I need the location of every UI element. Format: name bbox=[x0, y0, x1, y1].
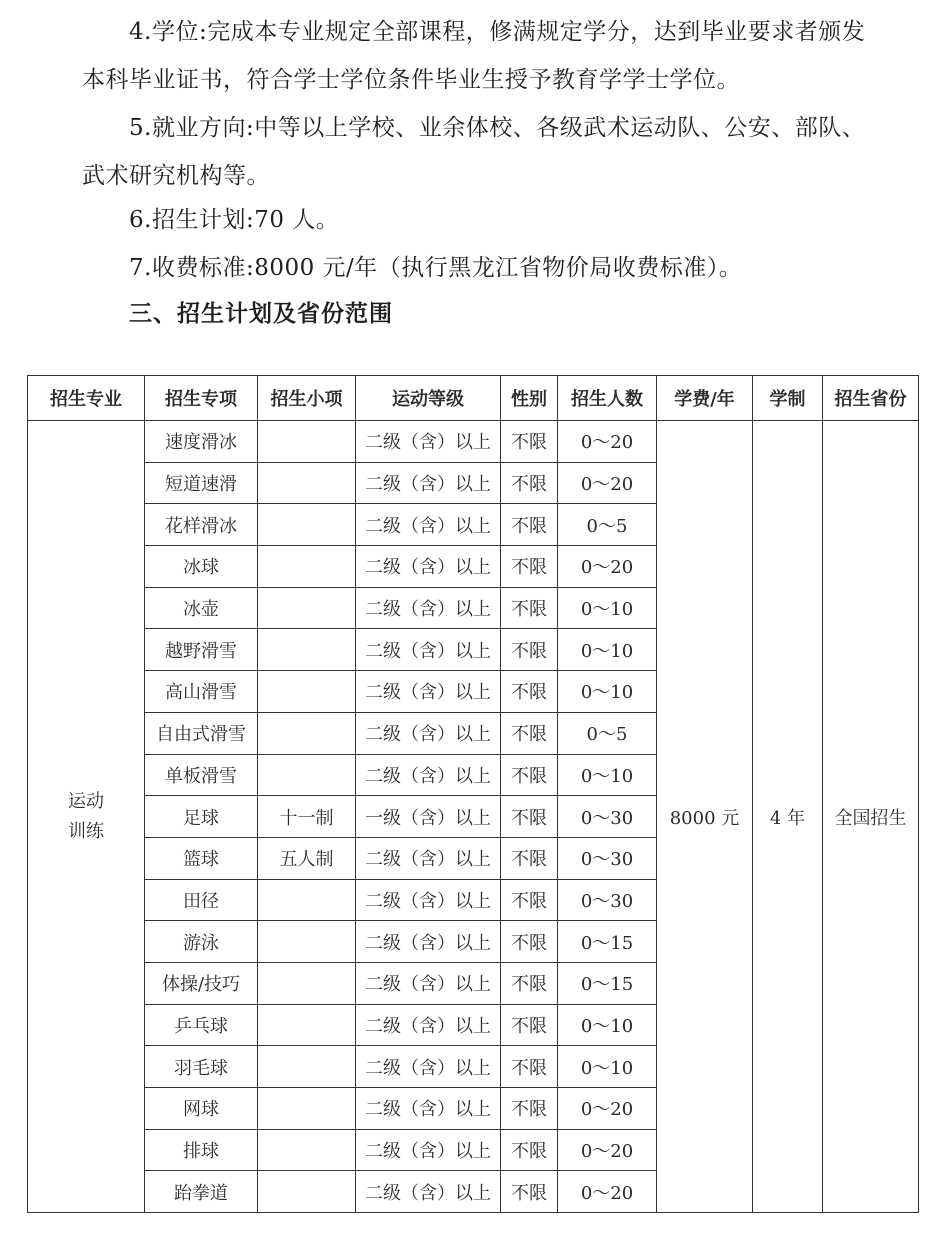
item-cell: 田径 bbox=[145, 879, 258, 921]
gender-cell: 不限 bbox=[501, 546, 558, 588]
count-cell: 0～20 bbox=[558, 1129, 657, 1171]
gender-cell: 不限 bbox=[501, 1046, 558, 1088]
gender-cell: 不限 bbox=[501, 962, 558, 1004]
item-cell: 高山滑雪 bbox=[145, 671, 258, 713]
item-cell: 跆拳道 bbox=[145, 1171, 258, 1213]
gender-cell: 不限 bbox=[501, 1004, 558, 1046]
item-cell: 冰壶 bbox=[145, 587, 258, 629]
item-cell: 篮球 bbox=[145, 837, 258, 879]
fee-cell: 8000 元 bbox=[657, 421, 753, 1213]
count-cell: 0～20 bbox=[558, 546, 657, 588]
level-cell: 二级（含）以上 bbox=[356, 587, 501, 629]
item-cell: 冰球 bbox=[145, 546, 258, 588]
duration-cell: 4 年 bbox=[753, 421, 823, 1213]
item-cell: 游泳 bbox=[145, 921, 258, 963]
paragraph-employment-line2: 队、武术研究机构等。 bbox=[82, 115, 866, 189]
header-province: 招生省份 bbox=[823, 376, 919, 421]
subitem-cell bbox=[258, 754, 356, 796]
gender-cell: 不限 bbox=[501, 462, 558, 504]
count-cell: 0～20 bbox=[558, 1088, 657, 1130]
count-cell: 0～20 bbox=[558, 1171, 657, 1213]
enrollment-table bbox=[27, 375, 919, 1213]
item-cell: 排球 bbox=[145, 1129, 258, 1171]
level-cell: 二级（含）以上 bbox=[356, 1046, 501, 1088]
subitem-cell bbox=[258, 671, 356, 713]
subitem-cell bbox=[258, 629, 356, 671]
item-cell: 体操/技巧 bbox=[145, 962, 258, 1004]
count-cell: 0～15 bbox=[558, 962, 657, 1004]
major-cell: 运动 训练 bbox=[28, 421, 145, 1213]
paragraph-employment-line1: 5.就业方向:中等以上学校、业余体校、各级武术运动队、公安、部 bbox=[129, 115, 819, 141]
gender-cell: 不限 bbox=[501, 754, 558, 796]
gender-cell: 不限 bbox=[501, 921, 558, 963]
section-heading: 三、招生计划及省份范围 bbox=[129, 301, 393, 327]
paragraph-fee-standard bbox=[82, 244, 882, 292]
subitem-cell bbox=[258, 712, 356, 754]
gender-cell: 不限 bbox=[501, 421, 558, 463]
count-cell: 0～10 bbox=[558, 671, 657, 713]
item-cell: 花样滑冰 bbox=[145, 504, 258, 546]
subitem-cell: 十一制 bbox=[258, 796, 356, 838]
paragraph-degree-line1: 4.学位:完成本专业规定全部课程，修满规定学分，达到毕业要求者 bbox=[129, 19, 819, 45]
count-cell: 0～20 bbox=[558, 421, 657, 463]
paragraph-fee-standard-text: 7.收费标准:8000 元/年（执行黑龙江省物价局收费标准）。 bbox=[129, 255, 743, 281]
table-row bbox=[28, 421, 919, 463]
level-cell: 二级（含）以上 bbox=[356, 504, 501, 546]
item-cell: 网球 bbox=[145, 1088, 258, 1130]
header-item: 招生专项 bbox=[145, 376, 258, 421]
item-cell: 自由式滑雪 bbox=[145, 712, 258, 754]
gender-cell: 不限 bbox=[501, 671, 558, 713]
gender-cell: 不限 bbox=[501, 587, 558, 629]
header-duration: 学制 bbox=[753, 376, 823, 421]
count-cell: 0～15 bbox=[558, 921, 657, 963]
level-cell: 二级（含）以上 bbox=[356, 546, 501, 588]
count-cell: 0～10 bbox=[558, 1046, 657, 1088]
count-cell: 0～10 bbox=[558, 1004, 657, 1046]
paragraph-degree-line2: 颁发本科毕业证书，符合学士学位条件毕业生授予教育学学士学位。 bbox=[82, 19, 866, 93]
item-cell: 越野滑雪 bbox=[145, 629, 258, 671]
count-cell: 0～30 bbox=[558, 879, 657, 921]
level-cell: 二级（含）以上 bbox=[356, 421, 501, 463]
subitem-cell bbox=[258, 587, 356, 629]
level-cell: 二级（含）以上 bbox=[356, 921, 501, 963]
gender-cell: 不限 bbox=[501, 504, 558, 546]
subitem-cell bbox=[258, 462, 356, 504]
subitem-cell bbox=[258, 1004, 356, 1046]
table-header-row bbox=[28, 376, 919, 421]
level-cell: 二级（含）以上 bbox=[356, 879, 501, 921]
level-cell: 二级（含）以上 bbox=[356, 962, 501, 1004]
province-cell: 全国招生 bbox=[823, 421, 919, 1213]
gender-cell: 不限 bbox=[501, 629, 558, 671]
level-cell: 二级（含）以上 bbox=[356, 462, 501, 504]
item-cell: 速度滑冰 bbox=[145, 421, 258, 463]
subitem-cell bbox=[258, 1171, 356, 1213]
item-cell: 足球 bbox=[145, 796, 258, 838]
count-cell: 0～5 bbox=[558, 504, 657, 546]
level-cell: 二级（含）以上 bbox=[356, 712, 501, 754]
gender-cell: 不限 bbox=[501, 1129, 558, 1171]
paragraph-employment bbox=[82, 104, 882, 200]
header-major: 招生专业 bbox=[28, 376, 145, 421]
level-cell: 二级（含）以上 bbox=[356, 671, 501, 713]
level-cell: 二级（含）以上 bbox=[356, 754, 501, 796]
count-cell: 0～10 bbox=[558, 629, 657, 671]
subitem-cell bbox=[258, 921, 356, 963]
count-cell: 0～10 bbox=[558, 587, 657, 629]
count-cell: 0～5 bbox=[558, 712, 657, 754]
subitem-cell bbox=[258, 546, 356, 588]
gender-cell: 不限 bbox=[501, 837, 558, 879]
level-cell: 二级（含）以上 bbox=[356, 837, 501, 879]
subitem-cell bbox=[258, 1046, 356, 1088]
item-cell: 乒乓球 bbox=[145, 1004, 258, 1046]
subitem-cell bbox=[258, 1129, 356, 1171]
subitem-cell bbox=[258, 1088, 356, 1130]
gender-cell: 不限 bbox=[501, 879, 558, 921]
header-gender: 性别 bbox=[501, 376, 558, 421]
subitem-cell bbox=[258, 421, 356, 463]
level-cell: 二级（含）以上 bbox=[356, 1088, 501, 1130]
header-count: 招生人数 bbox=[558, 376, 657, 421]
subitem-cell bbox=[258, 879, 356, 921]
table-body bbox=[28, 421, 919, 1213]
item-cell: 短道速滑 bbox=[145, 462, 258, 504]
paragraph-enrollment-plan bbox=[82, 196, 882, 244]
item-cell: 单板滑雪 bbox=[145, 754, 258, 796]
gender-cell: 不限 bbox=[501, 796, 558, 838]
gender-cell: 不限 bbox=[501, 1171, 558, 1213]
level-cell: 一级（含）以上 bbox=[356, 796, 501, 838]
paragraph-enrollment-plan-text: 6.招生计划:70 人。 bbox=[129, 207, 340, 233]
item-cell: 羽毛球 bbox=[145, 1046, 258, 1088]
count-cell: 0～30 bbox=[558, 837, 657, 879]
header-subitem: 招生小项 bbox=[258, 376, 356, 421]
gender-cell: 不限 bbox=[501, 1088, 558, 1130]
count-cell: 0～30 bbox=[558, 796, 657, 838]
level-cell: 二级（含）以上 bbox=[356, 1004, 501, 1046]
header-level: 运动等级 bbox=[356, 376, 501, 421]
count-cell: 0～20 bbox=[558, 462, 657, 504]
paragraph-degree bbox=[82, 8, 882, 104]
level-cell: 二级（含）以上 bbox=[356, 1171, 501, 1213]
level-cell: 二级（含）以上 bbox=[356, 1129, 501, 1171]
header-fee: 学费/年 bbox=[657, 376, 753, 421]
subitem-cell bbox=[258, 962, 356, 1004]
count-cell: 0～10 bbox=[558, 754, 657, 796]
subitem-cell bbox=[258, 504, 356, 546]
subitem-cell: 五人制 bbox=[258, 837, 356, 879]
gender-cell: 不限 bbox=[501, 712, 558, 754]
level-cell: 二级（含）以上 bbox=[356, 629, 501, 671]
